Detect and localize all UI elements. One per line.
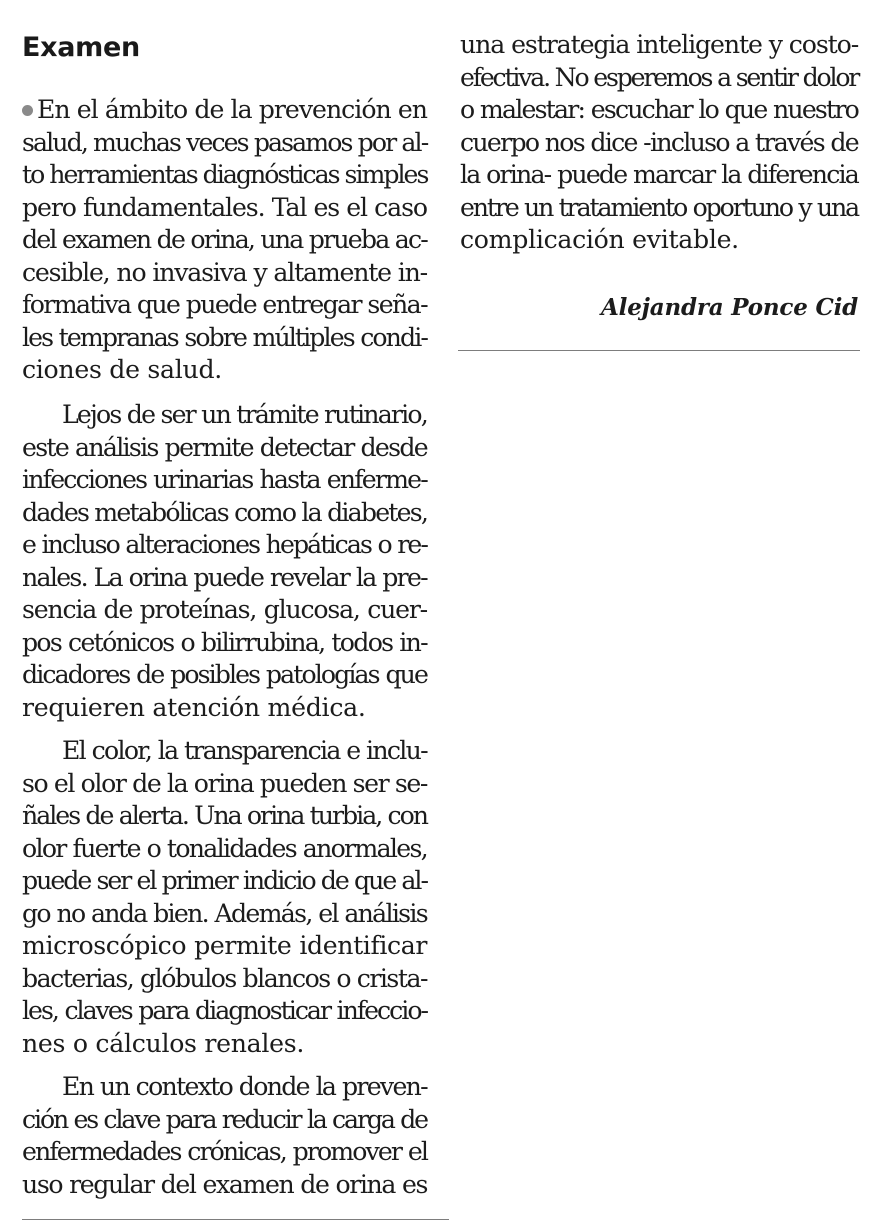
text-line: ción es clave para reducir la carga de: [22, 1104, 427, 1134]
text-line: [22, 1071, 427, 1104]
text-line-content: En el ámbito de la prevención en: [37, 95, 427, 124]
text-line: e incluso alteraciones hepáticas o re-: [22, 530, 427, 559]
column-divider-bottom: [22, 1219, 449, 1220]
text-line: sencia de proteínas, glucosa, cuer-: [22, 595, 427, 624]
text-line: [22, 735, 427, 768]
text-line: les, claves para diagnosticar infeccio-: [22, 996, 427, 1025]
text-line: dicadores de posibles patologías que: [22, 660, 427, 689]
text-line-content: En un contexto donde la preven-: [62, 1072, 427, 1101]
bullet-icon: [22, 105, 33, 116]
text-line: requieren atención médica.: [22, 692, 366, 722]
text-line: efectiva. No esperemos a sentir dolor: [460, 62, 859, 92]
text-line: dades metabólicas como la diabetes,: [22, 497, 428, 527]
paragraph: [22, 1071, 427, 1201]
text-line: nes o cálculos renales.: [22, 1028, 305, 1058]
text-line: ñales de alerta. Una orina turbia, con: [22, 801, 427, 830]
text-line: les tempranas sobre múltiples condi-: [22, 322, 427, 352]
text-line: uso regular del examen de orina es: [22, 1169, 427, 1199]
text-line: microscópico permite identificar: [22, 931, 427, 960]
text-line: del examen de orina, una prueba ac-: [22, 225, 427, 254]
text-line: to herramientas diagnósticas simples: [22, 160, 428, 189]
text-line: nales. La orina puede revelar la pre-: [22, 562, 427, 592]
text-line: formativa que puede entregar seña-: [22, 290, 427, 319]
text-line: infecciones urinarias hasta enferme-: [22, 465, 427, 494]
paragraph: [22, 399, 427, 724]
text-line: la orina- puede marcar la diferencia: [460, 160, 858, 189]
text-line: este análisis permite detectar desde: [22, 432, 427, 462]
text-line: pero fundamentales. Tal es el caso: [22, 192, 427, 222]
text-line: salud, muchas veces pasamos por al-: [22, 127, 428, 157]
text-line: una estrategia inteligente y costo-: [460, 30, 859, 59]
text-line: go no anda bien. Además, el análisis: [22, 898, 427, 928]
paragraph: [22, 94, 427, 387]
text-line: olor fuerte o tonalidades anormales,: [22, 833, 427, 863]
text-line: so el olor de la orina pueden ser se-: [22, 768, 428, 798]
text-line: [22, 399, 427, 432]
text-line: complicación evitable.: [460, 225, 739, 254]
text-line: [22, 94, 427, 127]
text-line: pos cetónicos o bilirrubina, todos in-: [22, 627, 427, 657]
text-line: enfermedades crónicas, promover el: [22, 1137, 427, 1166]
paragraph: [460, 29, 858, 257]
text-line: cuerpo nos dice -incluso a través de: [460, 127, 858, 157]
author-signature: Alejandra Ponce Cid: [601, 294, 858, 321]
text-line: cesible, no invasiva y altamente in-: [22, 257, 427, 287]
article-heading: Examen: [22, 32, 140, 63]
section-divider: [458, 350, 860, 351]
paragraph: [22, 735, 427, 1060]
text-line-content: El color, la transparencia e inclu-: [62, 736, 427, 765]
text-line-content: Lejos de ser un trámite rutinario,: [62, 400, 427, 429]
text-line: bacterias, glóbulos blancos o crista-: [22, 963, 427, 993]
text-line: ciones de salud.: [22, 355, 222, 384]
text-line: o malestar: escuchar lo que nuestro: [460, 95, 858, 124]
text-line: puede ser el primer indicio de que al-: [22, 866, 427, 895]
text-line: entre un tratamiento oportuno y una: [460, 192, 858, 222]
